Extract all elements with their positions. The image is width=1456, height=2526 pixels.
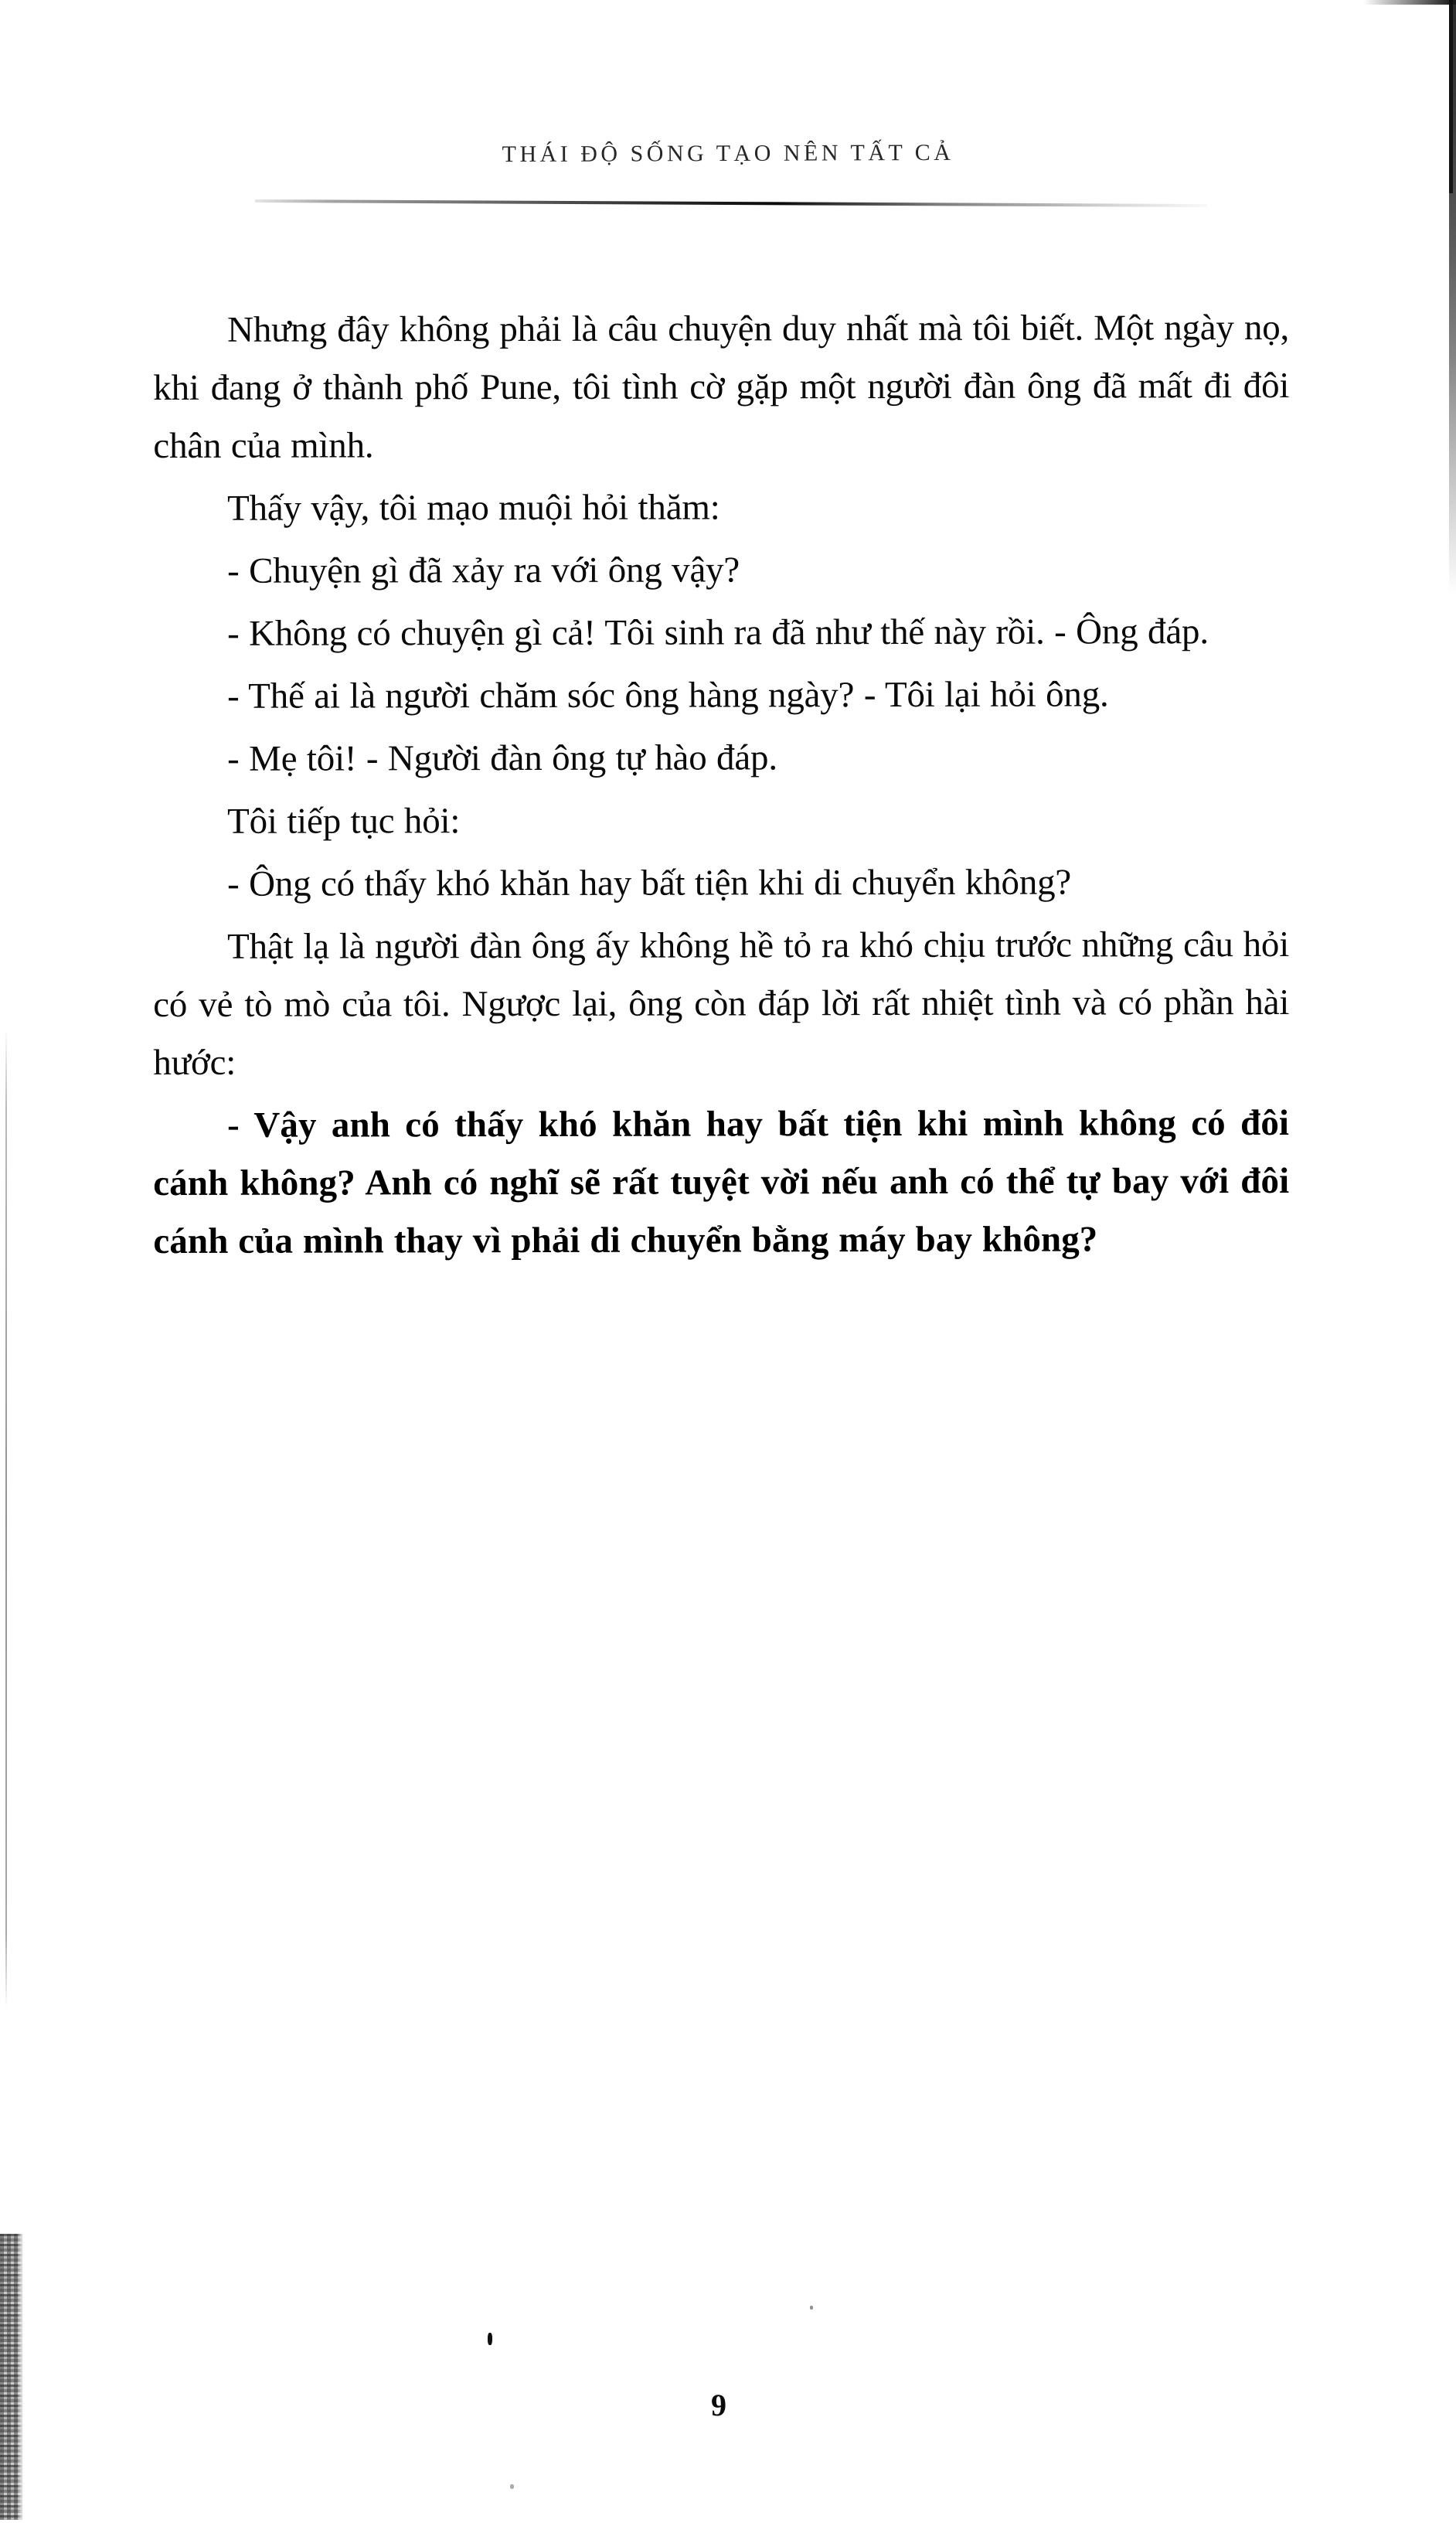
- paragraph: - Chuyện gì đã xảy ra với ông vậy?: [227, 550, 740, 591]
- paragraph: Thấy vậy, tôi mạo muội hỏi thăm:: [227, 487, 720, 529]
- scan-edge-left-grain-artifact: [0, 2234, 23, 2520]
- running-head: THÁI ĐỘ SỐNG TẠO NÊN TẤT CẢ: [502, 139, 954, 168]
- scan-speck-artifact: [810, 2306, 813, 2310]
- header-rule-divider: [255, 199, 1207, 207]
- scan-speck-artifact: [488, 2333, 492, 2345]
- paragraph: - Vậy anh có thấy khó khăn hay bất tiện khi mình không có đôi cánh không? Anh có nghĩ sẽ rất tuyệt vời nếu anh có thể tự bay với đôi cánh của mình thay vì phải di chuyển bằng máy bay không?: [153, 1102, 1290, 1261]
- scan-edge-top-artifact: [1363, 0, 1456, 5]
- paragraph: - Mẹ tôi! - Người đàn ông tự hào đáp.: [227, 737, 777, 779]
- page-number-value: 9: [711, 2388, 726, 2422]
- scan-edge-left-hairline: [5, 1028, 7, 2010]
- paragraph: - Không có chuyện gì cả! Tôi sinh ra đã như thế này rồi. - Ông đáp.: [227, 611, 1209, 654]
- scan-speck-artifact: [510, 2484, 514, 2489]
- paragraph: Tôi tiếp tục hỏi:: [227, 801, 461, 842]
- paragraph: Nhưng đây không phải là câu chuyện duy nhất mà tôi biết. Một ngày nọ, khi đang ở thành phố Pune, tôi tình cờ gặp một người đàn ông đã mất đi đôi chân của mình.: [153, 307, 1290, 466]
- scan-edge-right-dark-band: [1449, 0, 1453, 193]
- page-number: [0, 2387, 1456, 2423]
- text-column: [153, 301, 1289, 1275]
- paragraph: Thật lạ là người đàn ông ấy không hề tỏ ra khó chịu trước những câu hỏi có vẻ tò mò của tôi. Ngược lại, ông còn đáp lời rất nhiệt tình và có phần hài hước:: [153, 924, 1290, 1083]
- paragraph: - Ông có thấy khó khăn hay bất tiện khi di chuyển không?: [227, 862, 1072, 904]
- paragraph: - Thế ai là người chăm sóc ông hàng ngày? - Tôi lại hỏi ông.: [227, 674, 1109, 717]
